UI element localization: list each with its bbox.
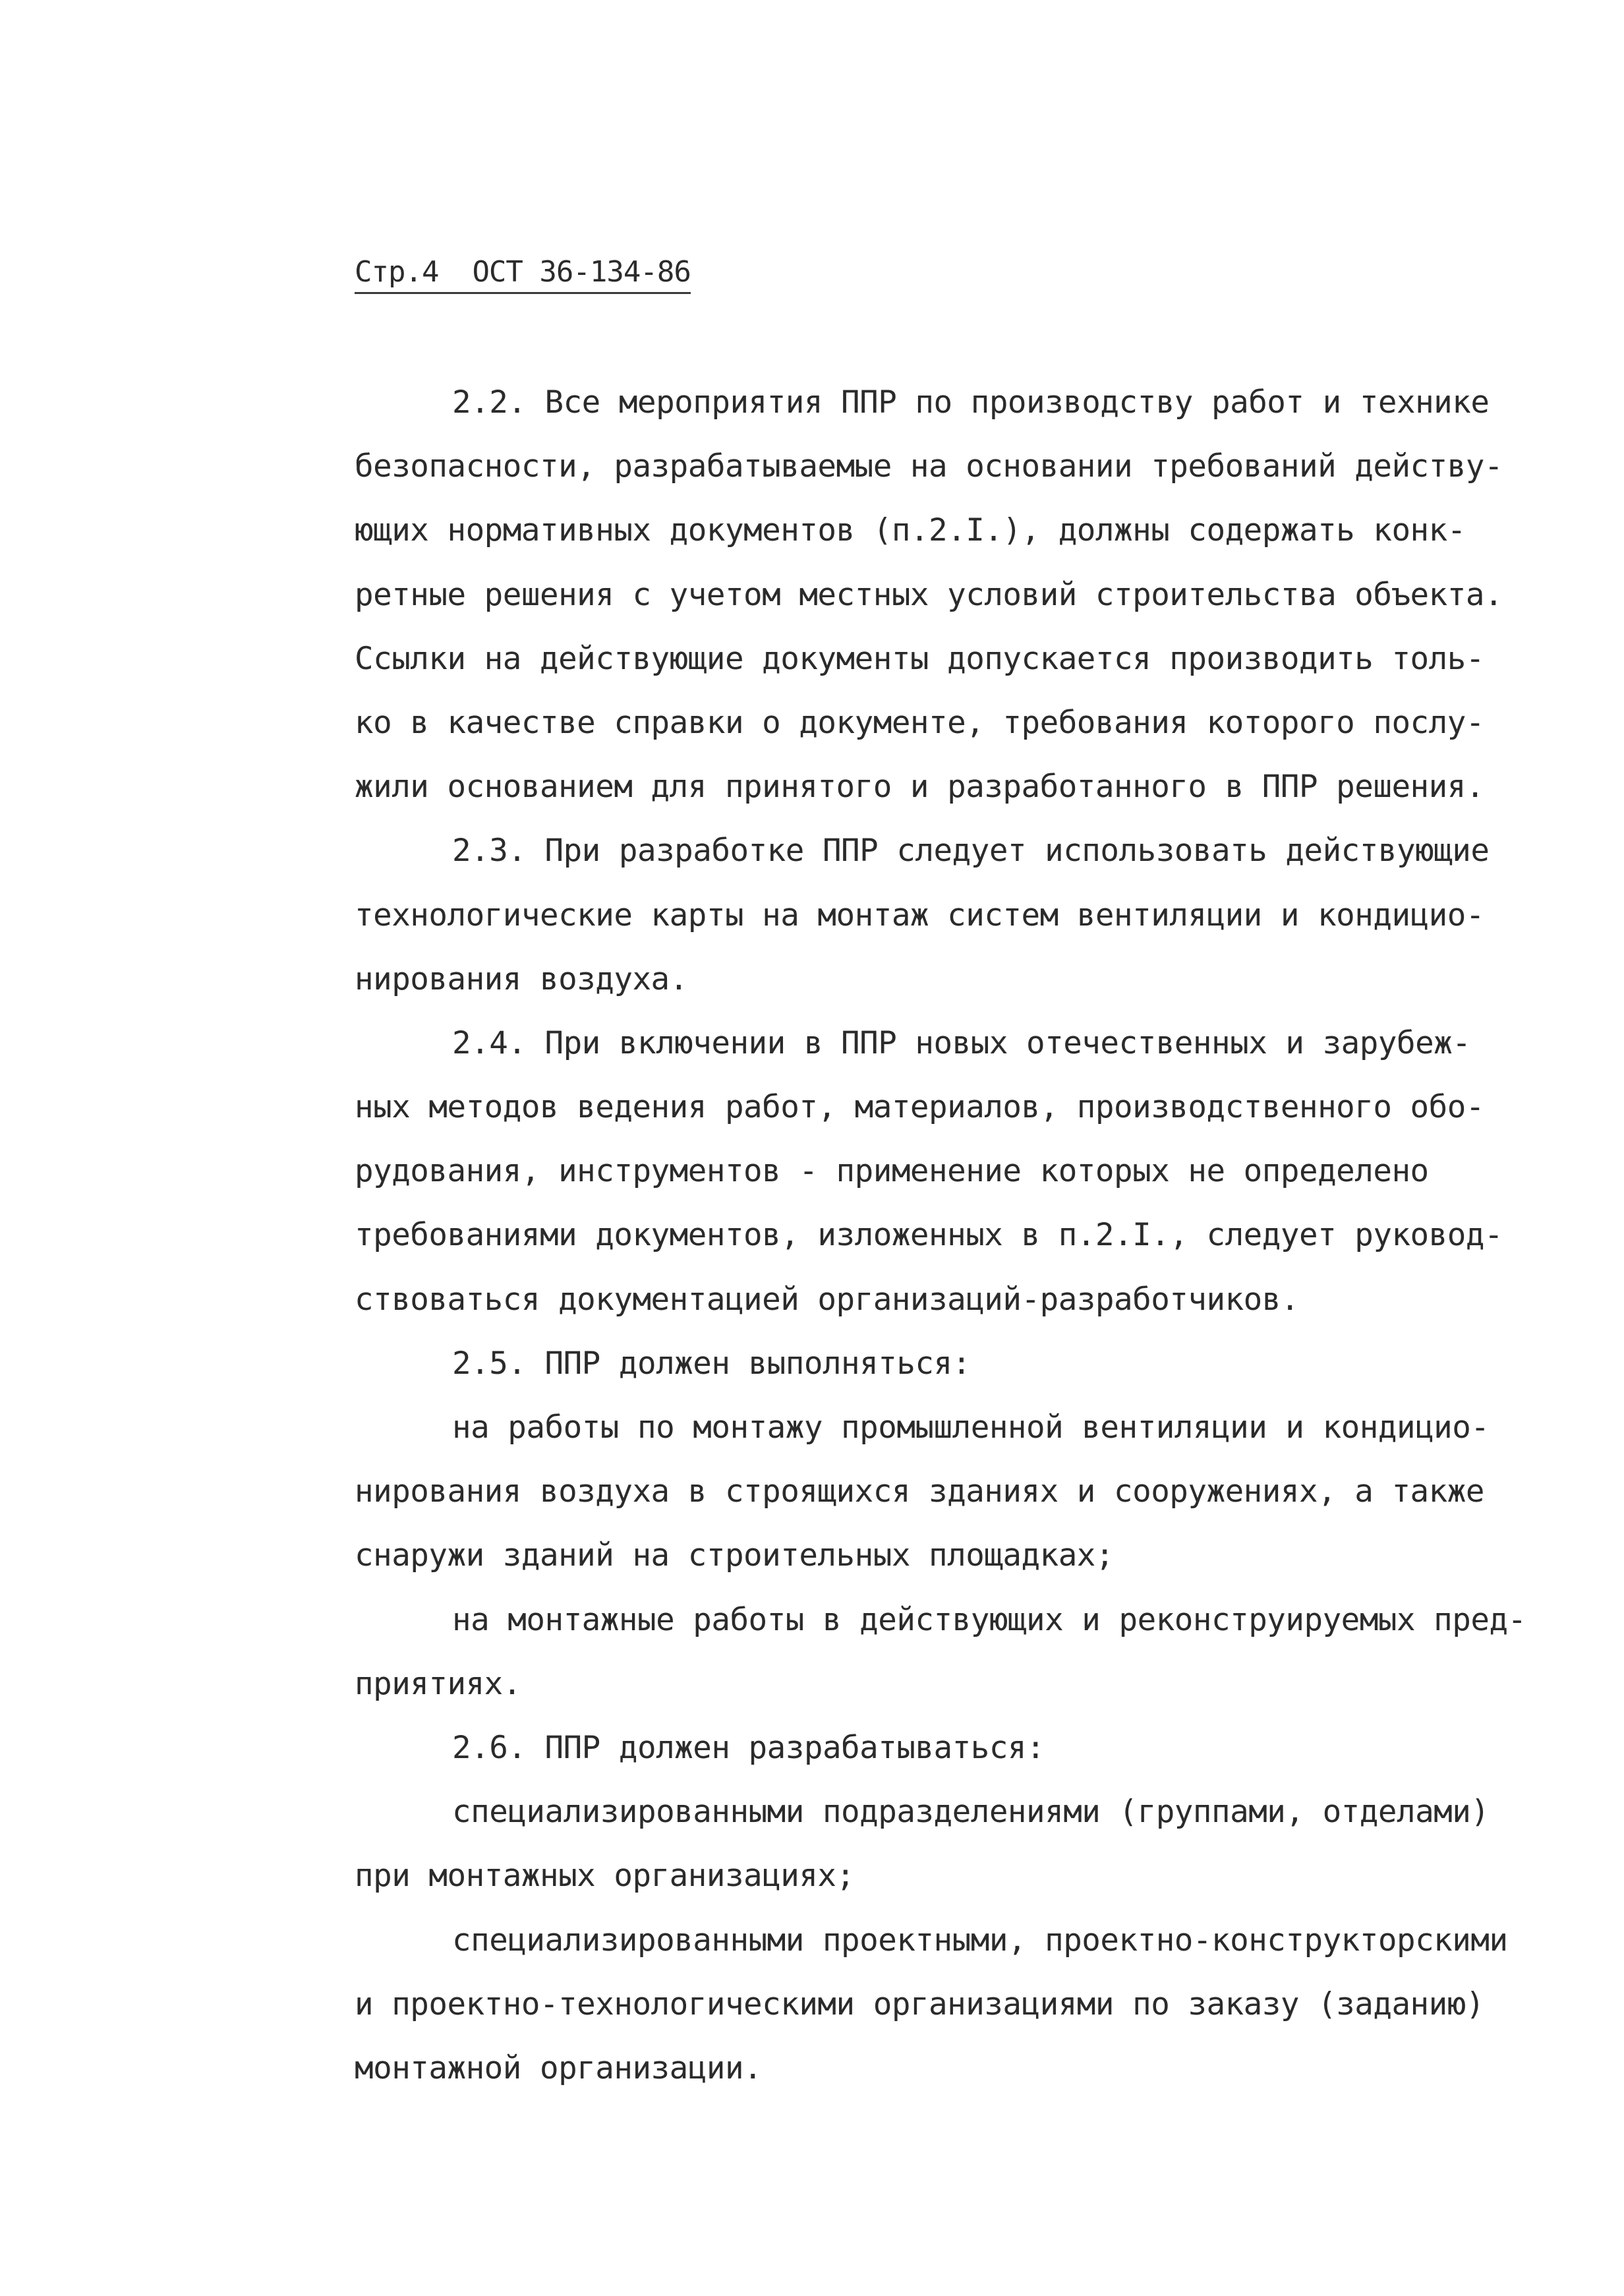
text-line: 2.3. При разработке ППР следует использовать действующие xyxy=(452,833,1490,869)
text-line: 2.5. ППР должен выполняться: xyxy=(452,1345,971,1382)
text-line: рудования, инструментов - применение которых не определено xyxy=(355,1153,1429,1190)
text-line: на монтажные работы в действующих и реконструируемых пред- xyxy=(452,1601,1526,1638)
text-line: и проектно-технологическими организациями по заказу (заданию) xyxy=(355,1986,1484,2022)
text-line: Ссылки на действующие документы допускается производить толь- xyxy=(355,640,1484,677)
text-line: на работы по монтажу промышленной вентиляции и кондицио- xyxy=(452,1409,1490,1446)
text-line: специализированными проектными, проектно-конструкторскими xyxy=(452,1922,1508,1958)
text-line: жили основанием для принятого и разработанного в ППР решения. xyxy=(355,769,1484,806)
text-line: ко в качестве справки о документе, требования которого послу- xyxy=(355,704,1484,741)
text-line: при монтажных организациях; xyxy=(355,1858,855,1895)
text-line: ствоваться документацией организаций-разработчиков. xyxy=(355,1281,1299,1318)
text-line: снаружи зданий на строительных площадках; xyxy=(355,1537,1114,1574)
text-line: монтажной организации. xyxy=(355,2049,763,2086)
text-line: 2.6. ППР должен разрабатываться: xyxy=(452,1729,1045,1766)
text-line: специализированными подразделениями (группами, отделами) xyxy=(452,1794,1490,1831)
document-body xyxy=(355,370,1548,2100)
text-line: ретные решения с учетом местных условий строительства объекта. xyxy=(355,576,1503,613)
text-line: 2.2. Все мероприятия ППР по производству работ и технике xyxy=(452,384,1490,421)
text-line: безопасности, разрабатываемые на основании требований действу- xyxy=(355,448,1503,485)
text-line: технологические карты на монтаж систем вентиляции и кондицио- xyxy=(355,897,1484,933)
text-line: приятиях. xyxy=(355,1665,521,1702)
text-line: ющих нормативных документов (п.2.I.), должны содержать конк- xyxy=(355,512,1466,549)
document-code: ОСТ 36-134-86 xyxy=(472,255,691,289)
page-number-label: Стр.4 xyxy=(355,255,439,289)
text-line: ных методов ведения работ, материалов, производственного обо- xyxy=(355,1089,1484,1126)
text-line: требованиями документов, изложенных в п.2.I., следует руковод- xyxy=(355,1217,1503,1254)
page-header xyxy=(355,254,691,294)
text-line: нирования воздуха. xyxy=(355,960,688,997)
text-line: нирования воздуха в строящихся зданиях и сооружениях, а также xyxy=(355,1473,1484,1510)
text-line: 2.4. При включении в ППР новых отечественных и зарубеж- xyxy=(452,1024,1471,1061)
